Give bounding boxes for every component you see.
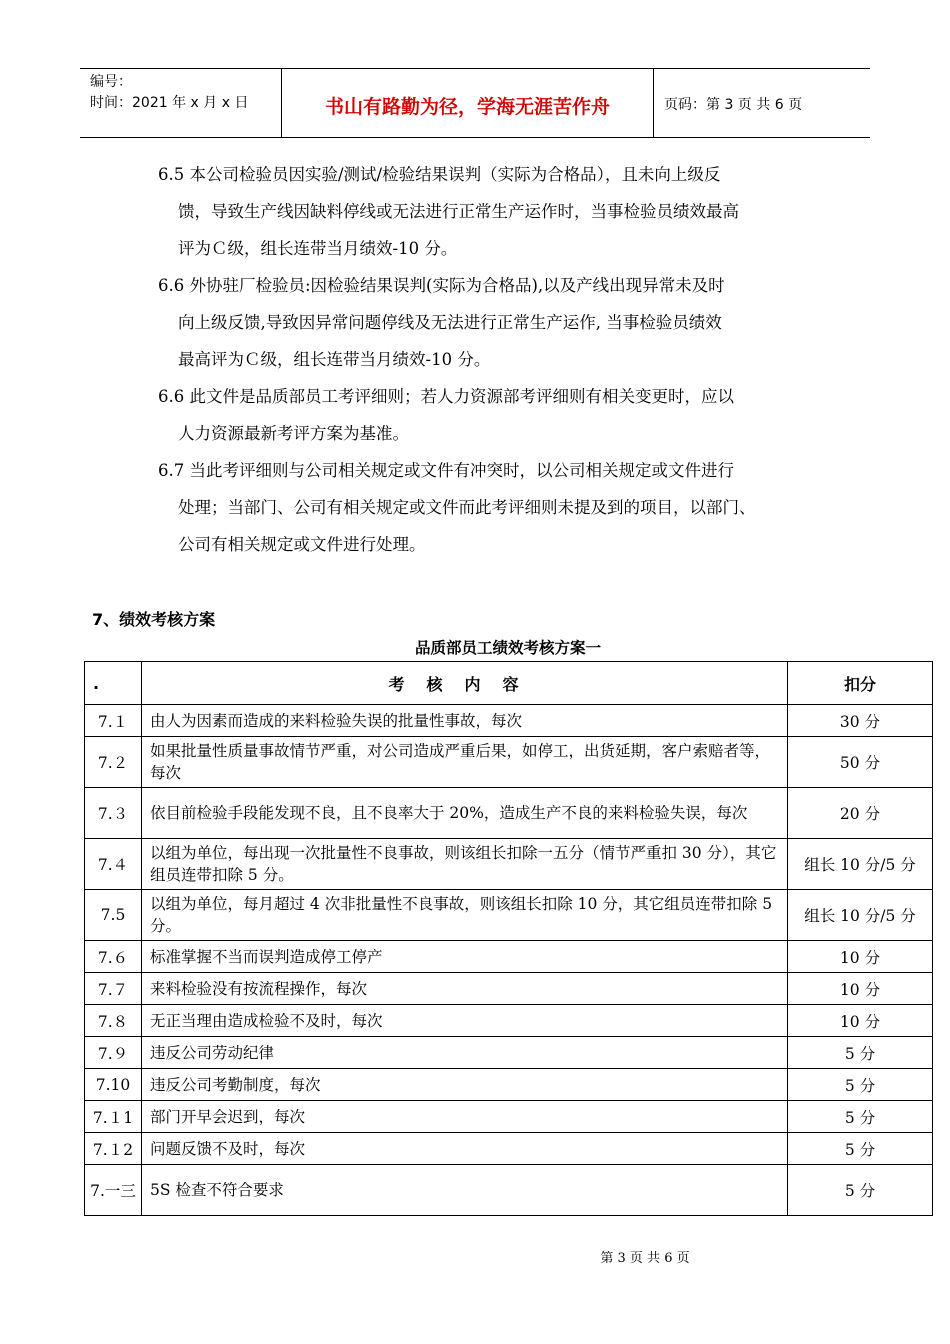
row-content: 标准掌握不当而误判造成停工停产 <box>142 941 788 973</box>
row-content: 来料检验没有按流程操作，每次 <box>142 973 788 1005</box>
table-header-row <box>85 662 933 705</box>
row-score: 5 分 <box>788 1069 933 1101</box>
row-score: 5 分 <box>788 1037 933 1069</box>
page-footer: 第 3 页 共 6 页 <box>600 1251 690 1266</box>
row-score: 10 分 <box>788 1005 933 1037</box>
page-header <box>80 68 870 138</box>
clause-line: 向上级反馈,导致因异常问题停线及无法进行正常生产运作, 当事检验员绩效 <box>178 313 722 332</box>
clause-line: 6.6 此文件是品质部员工考评细则；若人力资源部考评细则有相关变更时，应以 <box>158 387 734 406</box>
row-content: 依目前检验手段能发现不良，且不良率大于 20%，造成生产不良的来料检验失误，每次 <box>142 788 788 839</box>
row-content: 5S 检查不符合要求 <box>142 1165 788 1216</box>
row-content: 部门开早会迟到，每次 <box>142 1101 788 1133</box>
row-number: 7.４ <box>85 839 142 890</box>
row-number: 7.２ <box>85 737 142 788</box>
row-content: 以组为单位，每出现一次批量性不良事故，则该组长扣除一五分（情节严重扣 30 分），其它组员连带扣除 5 分。 <box>142 839 788 890</box>
row-number: 7.１ <box>85 705 142 737</box>
table-row <box>85 1005 933 1037</box>
header-number: . <box>85 662 142 705</box>
table-row <box>85 1165 933 1216</box>
clause-6-5 <box>158 156 848 267</box>
clause-line: 馈，导致生产线因缺料停线或无法进行正常生产运作时，当事检验员绩效最高 <box>178 202 739 221</box>
row-number: 7.３ <box>85 788 142 839</box>
row-number: 7.８ <box>85 1005 142 1037</box>
clause-6-6-scope <box>158 378 848 452</box>
row-number: 7.5 <box>85 890 142 941</box>
document-number-label: 编号： <box>90 74 132 90</box>
header-motto: 书山有路勤为径，学海无涯苦作舟 <box>282 69 654 137</box>
row-score: 组长 10 分/5 分 <box>788 890 933 941</box>
header-left-cell <box>80 69 282 137</box>
header-content: 考核内容 <box>142 662 788 705</box>
row-content: 违反公司考勤制度，每次 <box>142 1069 788 1101</box>
row-score: 30 分 <box>788 705 933 737</box>
row-score: 50 分 <box>788 737 933 788</box>
row-score: 20 分 <box>788 788 933 839</box>
table-row <box>85 890 933 941</box>
row-score: 5 分 <box>788 1101 933 1133</box>
clause-line: 6.7 当此考评细则与公司相关规定或文件有冲突时，以公司相关规定或文件进行 <box>158 461 734 480</box>
document-date: 时间：2021 年 x 月 x 日 <box>90 95 249 111</box>
table-row <box>85 1069 933 1101</box>
clause-line: 6.5 本公司检验员因实验/测试/检验结果误判（实际为合格品），且未向上级反 <box>158 165 721 184</box>
clause-line: 最高评为Ｃ级，组长连带当月绩效-10 分。 <box>178 350 491 369</box>
row-number: 7.６ <box>85 941 142 973</box>
row-content: 以组为单位，每月超过 4 次非批量性不良事故，则该组长扣除 10 分，其它组员连带扣除 5 分。 <box>142 890 788 941</box>
clause-6-7 <box>158 452 848 563</box>
header-page-info: 页码：第 3 页 共 6 页 <box>664 97 803 113</box>
table-row <box>85 1101 933 1133</box>
section-title: 7、绩效考核方案 <box>92 610 216 629</box>
table-title: 品质部员工绩效考核方案一 <box>414 639 601 657</box>
clause-line: 公司有相关规定或文件进行处理。 <box>178 535 426 554</box>
table-row <box>85 973 933 1005</box>
clause-6-6-outsourced <box>158 267 848 378</box>
assessment-table <box>84 661 933 1216</box>
row-content: 问题反馈不及时，每次 <box>142 1133 788 1165</box>
row-number: 7.一三 <box>85 1165 142 1216</box>
table-row <box>85 839 933 890</box>
row-number: 7.１1 <box>85 1101 142 1133</box>
clause-line: 评为Ｃ级，组长连带当月绩效-10 分。 <box>178 239 458 258</box>
table-row <box>85 1037 933 1069</box>
clause-line: 处理；当部门、公司有相关规定或文件而此考评细则未提及到的项目，以部门、 <box>178 498 756 517</box>
row-number: 7.１2 <box>85 1133 142 1165</box>
clause-line: 人力资源最新考评方案为基准。 <box>178 424 409 443</box>
row-number: 7.10 <box>85 1069 142 1101</box>
row-score: 5 分 <box>788 1133 933 1165</box>
row-number: 7.９ <box>85 1037 142 1069</box>
row-content: 如果批量性质量事故情节严重，对公司造成严重后果，如停工，出货延期，客户索赔者等，每次 <box>142 737 788 788</box>
row-score: 10 分 <box>788 941 933 973</box>
row-content: 无正当理由造成检验不及时，每次 <box>142 1005 788 1037</box>
clause-line: 6.6 外协驻厂检验员:因检验结果误判(实际为合格品),以及产线出现异常未及时 <box>158 276 725 295</box>
clause-list <box>158 156 848 563</box>
header-score: 扣分 <box>788 662 933 705</box>
row-score: 5 分 <box>788 1165 933 1216</box>
row-number: 7.７ <box>85 973 142 1005</box>
table-row <box>85 1133 933 1165</box>
table-row <box>85 737 933 788</box>
table-row <box>85 788 933 839</box>
row-score: 10 分 <box>788 973 933 1005</box>
row-score: 组长 10 分/5 分 <box>788 839 933 890</box>
row-content: 由人为因素而造成的来料检验失误的批量性事故，每次 <box>142 705 788 737</box>
table-row <box>85 705 933 737</box>
table-row <box>85 941 933 973</box>
row-content: 违反公司劳动纪律 <box>142 1037 788 1069</box>
